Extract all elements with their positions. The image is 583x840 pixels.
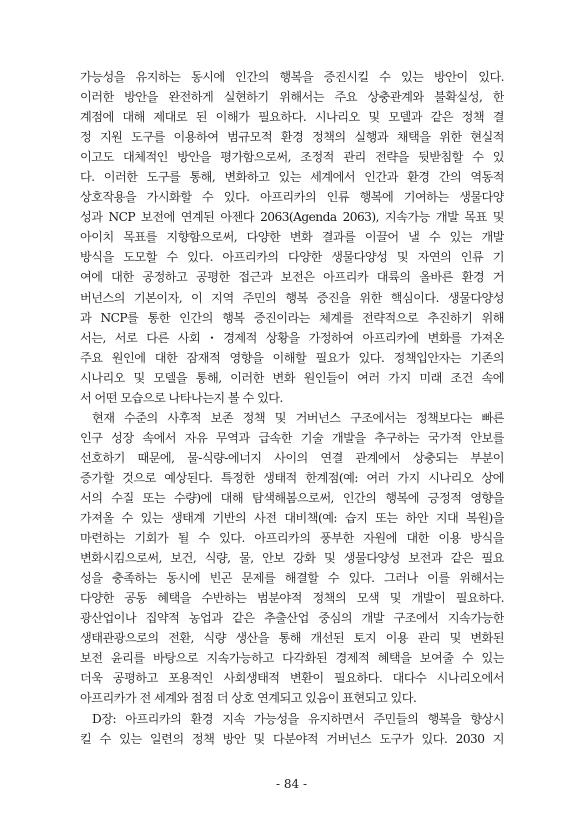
text-line: 계점에 대해 제대로 된 이해가 필요하다. 시나리오 및 모델과 같은 정책 결 (80, 110, 504, 125)
text-line: 보전 윤리를 바탕으로 지속가능하고 다각화된 경제적 혜택을 보여줄 수 있는 (80, 651, 504, 666)
text-line: 과 NCP를 통한 인간의 행복 증진이라는 체계를 전략적으로 추진하기 위해 (80, 310, 504, 325)
text-line: 선호하기 때문에, 물-식량-에너지 사이의 연결 관계에서 상충되는 부분이 (80, 450, 504, 465)
text-line: 여에 대한 공정하고 공평한 접근과 보전은 아프리카 대륙의 올바른 환경 거 (80, 270, 504, 285)
text-line: 서의 수질 또는 수량)에 대해 탐색해봄으로써, 인간의 행복에 긍정적 영향을 (80, 490, 504, 505)
text-line: 성을 충족하는 동시에 빈곤 문제를 해결할 수 있다. 그러나 이를 위해서는 (80, 571, 504, 586)
text-line: 더욱 공평하고 포용적인 사회생태적 변환이 필요하다. 대다수 시나리오에서 (80, 671, 504, 686)
text-line: 다양한 공동 혜택을 수반하는 범분야적 정책의 모색 및 개발이 필요하다. (80, 591, 504, 606)
text-line: 증가할 것으로 예상된다. 특정한 생태적 한계점(예: 여러 가지 시나리오 상에 (80, 470, 504, 485)
text-line: 방식을 도모할 수 있다. 아프리카의 다양한 생물다양성 및 자연의 인류 기 (80, 250, 504, 265)
text-line: 생태관광으로의 전환, 식량 생산을 통해 개선된 토지 이용 관리 및 변화된 (80, 631, 504, 646)
text-line: 시나리오 및 모델을 통해, 이러한 변화 원인들이 여러 가지 미래 조건 속에 (80, 370, 504, 385)
text-line: 버넌스의 기본이자, 이 지역 주민의 행복 증진을 위한 핵심이다. 생물다양성 (80, 290, 504, 305)
text-line: 상호작용을 가시화할 수 있다. 아프리카의 인류 행복에 기여하는 생물다양 (80, 190, 504, 205)
text-line: 마련하는 기회가 될 수 있다. 아프리카의 풍부한 자원에 대한 이용 방식을 (80, 531, 504, 546)
text-line: 아프리카가 전 세계와 점점 더 상호 연계되고 있음이 표현되고 있다. (80, 691, 417, 706)
text-line: 주요 원인에 대한 잠재적 영향을 이해할 필요가 있다. 정책입안자는 기존의 (80, 350, 504, 365)
text-line: 현재 수준의 사후적 보존 정책 및 거버넌스 구조에서는 정책보다는 빠른 (92, 410, 504, 425)
text-line: 변화시킴으로써, 보건, 식량, 물, 안보 강화 및 생물다양성 보전과 같은 필요 (80, 551, 504, 566)
text-line: 서는, 서로 다른 사회・경제적 상황을 가정하여 아프리카에 변화를 가져온 (80, 330, 504, 345)
text-line: 다. 이러한 도구를 통해, 변화하고 있는 세계에서 인간과 환경 간의 역동적 (80, 170, 504, 185)
text-line: 이고도 대체적인 방안을 평가함으로써, 조정적 관리 전략을 뒷받침할 수 있 (80, 150, 504, 165)
text-line: 킬 수 있는 일련의 정책 방안 및 다분야적 거버넌스 도구가 있다. 2030 지 (80, 731, 504, 746)
text-line: 광산업이나 집약적 농업과 같은 추출산업 중심의 개발 구조에서 지속가능한 (80, 611, 504, 626)
text-line: 정 지원 도구를 이용하여 범규모적 환경 정책의 실행과 채택을 위한 현실적 (80, 130, 504, 145)
text-line: D장: 아프리카의 환경 지속 가능성을 유지하면서 주민들의 행복을 향상시 (92, 711, 504, 726)
page-number: - 84 - (275, 777, 307, 791)
text-line: 아이치 목표를 지향함으로써, 다양한 변화 결과를 이끌어 낼 수 있는 개발 (80, 230, 504, 245)
body-text (80, 67, 504, 749)
text-line: 성과 NCP 보전에 연계된 아젠다 2063(Agenda 2063), 지속가능 개발 목표 및 (80, 210, 504, 225)
text-line: 인구 성장 속에서 자유 무역과 급속한 기술 개발을 추구하는 국가적 안보를 (80, 430, 504, 445)
text-line: 가져올 수 있는 생태계 기반의 사전 대비책(예: 습지 또는 하안 지대 복원)을 (80, 511, 504, 526)
text-line: 이러한 방안을 완전하게 실현하기 위해서는 주요 상충관계와 불확실성, 한 (80, 90, 504, 105)
text-line: 가능성을 유지하는 동시에 인간의 행복을 증진시킬 수 있는 방안이 있다. (80, 70, 504, 84)
text-line: 서 어떤 모습으로 나타나는지 볼 수 있다. (80, 390, 283, 405)
